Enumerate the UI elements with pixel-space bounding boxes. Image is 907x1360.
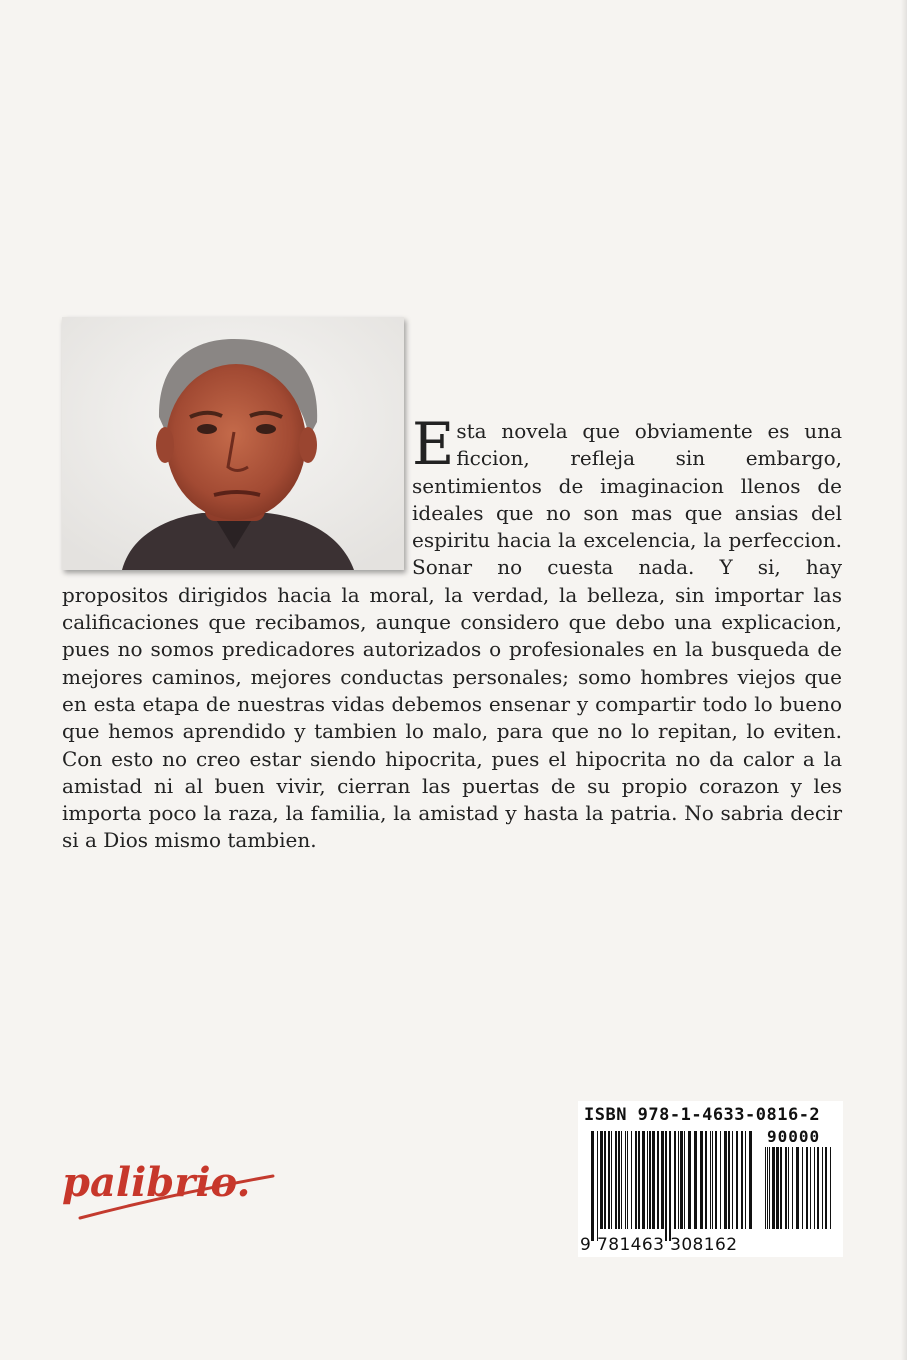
isbn-barcode bbox=[578, 1101, 843, 1257]
barcode-bar bbox=[728, 1131, 730, 1229]
barcode-bar bbox=[749, 1131, 752, 1229]
barcode-bar bbox=[615, 1131, 617, 1229]
barcode-bar bbox=[604, 1131, 606, 1229]
barcode-addon-bars bbox=[764, 1147, 836, 1241]
barcode-bar bbox=[652, 1131, 655, 1229]
barcode-bar bbox=[680, 1131, 683, 1229]
barcode-bar bbox=[780, 1147, 782, 1229]
barcode-bar bbox=[788, 1147, 789, 1229]
barcode-bar bbox=[694, 1131, 697, 1229]
barcode-bar bbox=[822, 1147, 823, 1229]
barcode-bar bbox=[830, 1147, 831, 1229]
barcode-bar bbox=[736, 1131, 738, 1229]
barcode-bar bbox=[785, 1147, 787, 1229]
barcode-bar bbox=[817, 1147, 819, 1229]
photo-wrap-space bbox=[62, 418, 412, 578]
barcode-bar bbox=[688, 1131, 691, 1229]
barcode-bar bbox=[810, 1147, 811, 1229]
barcode-bar bbox=[724, 1131, 727, 1229]
barcode-bar bbox=[741, 1131, 743, 1229]
barcode-bar bbox=[814, 1147, 815, 1229]
price-code: 90000 bbox=[767, 1127, 821, 1146]
barcode-bar bbox=[745, 1131, 746, 1229]
barcode-bar bbox=[649, 1131, 651, 1229]
barcode-bar bbox=[732, 1131, 733, 1229]
barcode-bar bbox=[621, 1131, 622, 1229]
barcode-bar bbox=[661, 1131, 664, 1229]
barcode-bar bbox=[765, 1147, 766, 1229]
isbn-label: ISBN 978-1-4633-0816-2 bbox=[584, 1105, 821, 1125]
barcode-bar bbox=[631, 1131, 632, 1229]
barcode-bar bbox=[591, 1131, 594, 1241]
publisher-logo bbox=[58, 1138, 283, 1228]
barcode-bar bbox=[597, 1131, 598, 1241]
barcode-bar bbox=[627, 1131, 628, 1229]
barcode-bar bbox=[792, 1147, 793, 1229]
barcode-bar bbox=[669, 1131, 671, 1241]
barcode-bar bbox=[712, 1131, 713, 1229]
barcode-bar bbox=[796, 1147, 799, 1229]
barcode-bar bbox=[684, 1131, 685, 1229]
barcode-bars bbox=[590, 1131, 754, 1241]
barcode-bar bbox=[678, 1131, 679, 1229]
barcode-bar bbox=[769, 1147, 770, 1229]
barcode-bar bbox=[715, 1131, 717, 1229]
barcode-bar bbox=[825, 1147, 827, 1229]
barcode-bar bbox=[618, 1131, 620, 1229]
barcode-bar bbox=[720, 1131, 721, 1229]
barcode-bar bbox=[700, 1131, 703, 1229]
ean-digits: 9 781463 308162 bbox=[580, 1235, 738, 1255]
back-cover-blurb bbox=[62, 410, 842, 855]
barcode-bar bbox=[772, 1147, 775, 1229]
barcode-bar bbox=[635, 1131, 637, 1229]
barcode-bar bbox=[625, 1131, 626, 1229]
barcode-bar bbox=[776, 1147, 779, 1229]
barcode-bar bbox=[608, 1131, 610, 1229]
barcode-bar bbox=[674, 1131, 676, 1229]
drop-cap: E bbox=[412, 410, 455, 478]
barcode-bar bbox=[665, 1131, 667, 1241]
barcode-bar bbox=[705, 1131, 707, 1229]
barcode-bar bbox=[647, 1131, 648, 1229]
barcode-bar bbox=[767, 1147, 768, 1229]
barcode-bar bbox=[657, 1131, 659, 1229]
barcode-bar bbox=[642, 1131, 645, 1229]
spine-shadow bbox=[901, 0, 907, 1360]
barcode-bar bbox=[600, 1131, 603, 1229]
blurb-text: sta novela que obviamente es una ficcion, refleja sin embargo, sentimientos de imaginacion llenos de ideales que no son mas que ansias del espiritu hacia la excelencia, la perfeccion. Sonar no cuesta nada. Y si, hay propositos dirigidos hacia la moral, la verdad, la belleza, sin importar las calificaciones que recibamos, aunque considero que debo una explicacion, pues no somos predicadores autorizados o profesionales en la busqueda de mejores caminos, mejores conductas personales; somo hombres viejos que en esta etapa de nuestras vidas debemos ensenar y compartir todo lo bueno que hemos aprendido y tambien lo malo, para que no lo repitan, lo eviten. Con esto no creo estar siendo hipocrita, pues el hipocrita no da calor a la amistad ni al buen vivir, cierran las puertas de su propio corazon y les importa poco la raza, la familia, la amistad y hasta la patria. No sabria decir si a Dios mismo tambien. bbox=[62, 419, 842, 853]
publisher-logo-text: palibrio. bbox=[62, 1159, 251, 1206]
barcode-bar bbox=[806, 1147, 808, 1229]
barcode-bar bbox=[802, 1147, 803, 1229]
barcode-bar bbox=[638, 1131, 640, 1229]
barcode-bar bbox=[710, 1131, 711, 1229]
barcode-bar bbox=[611, 1131, 612, 1229]
